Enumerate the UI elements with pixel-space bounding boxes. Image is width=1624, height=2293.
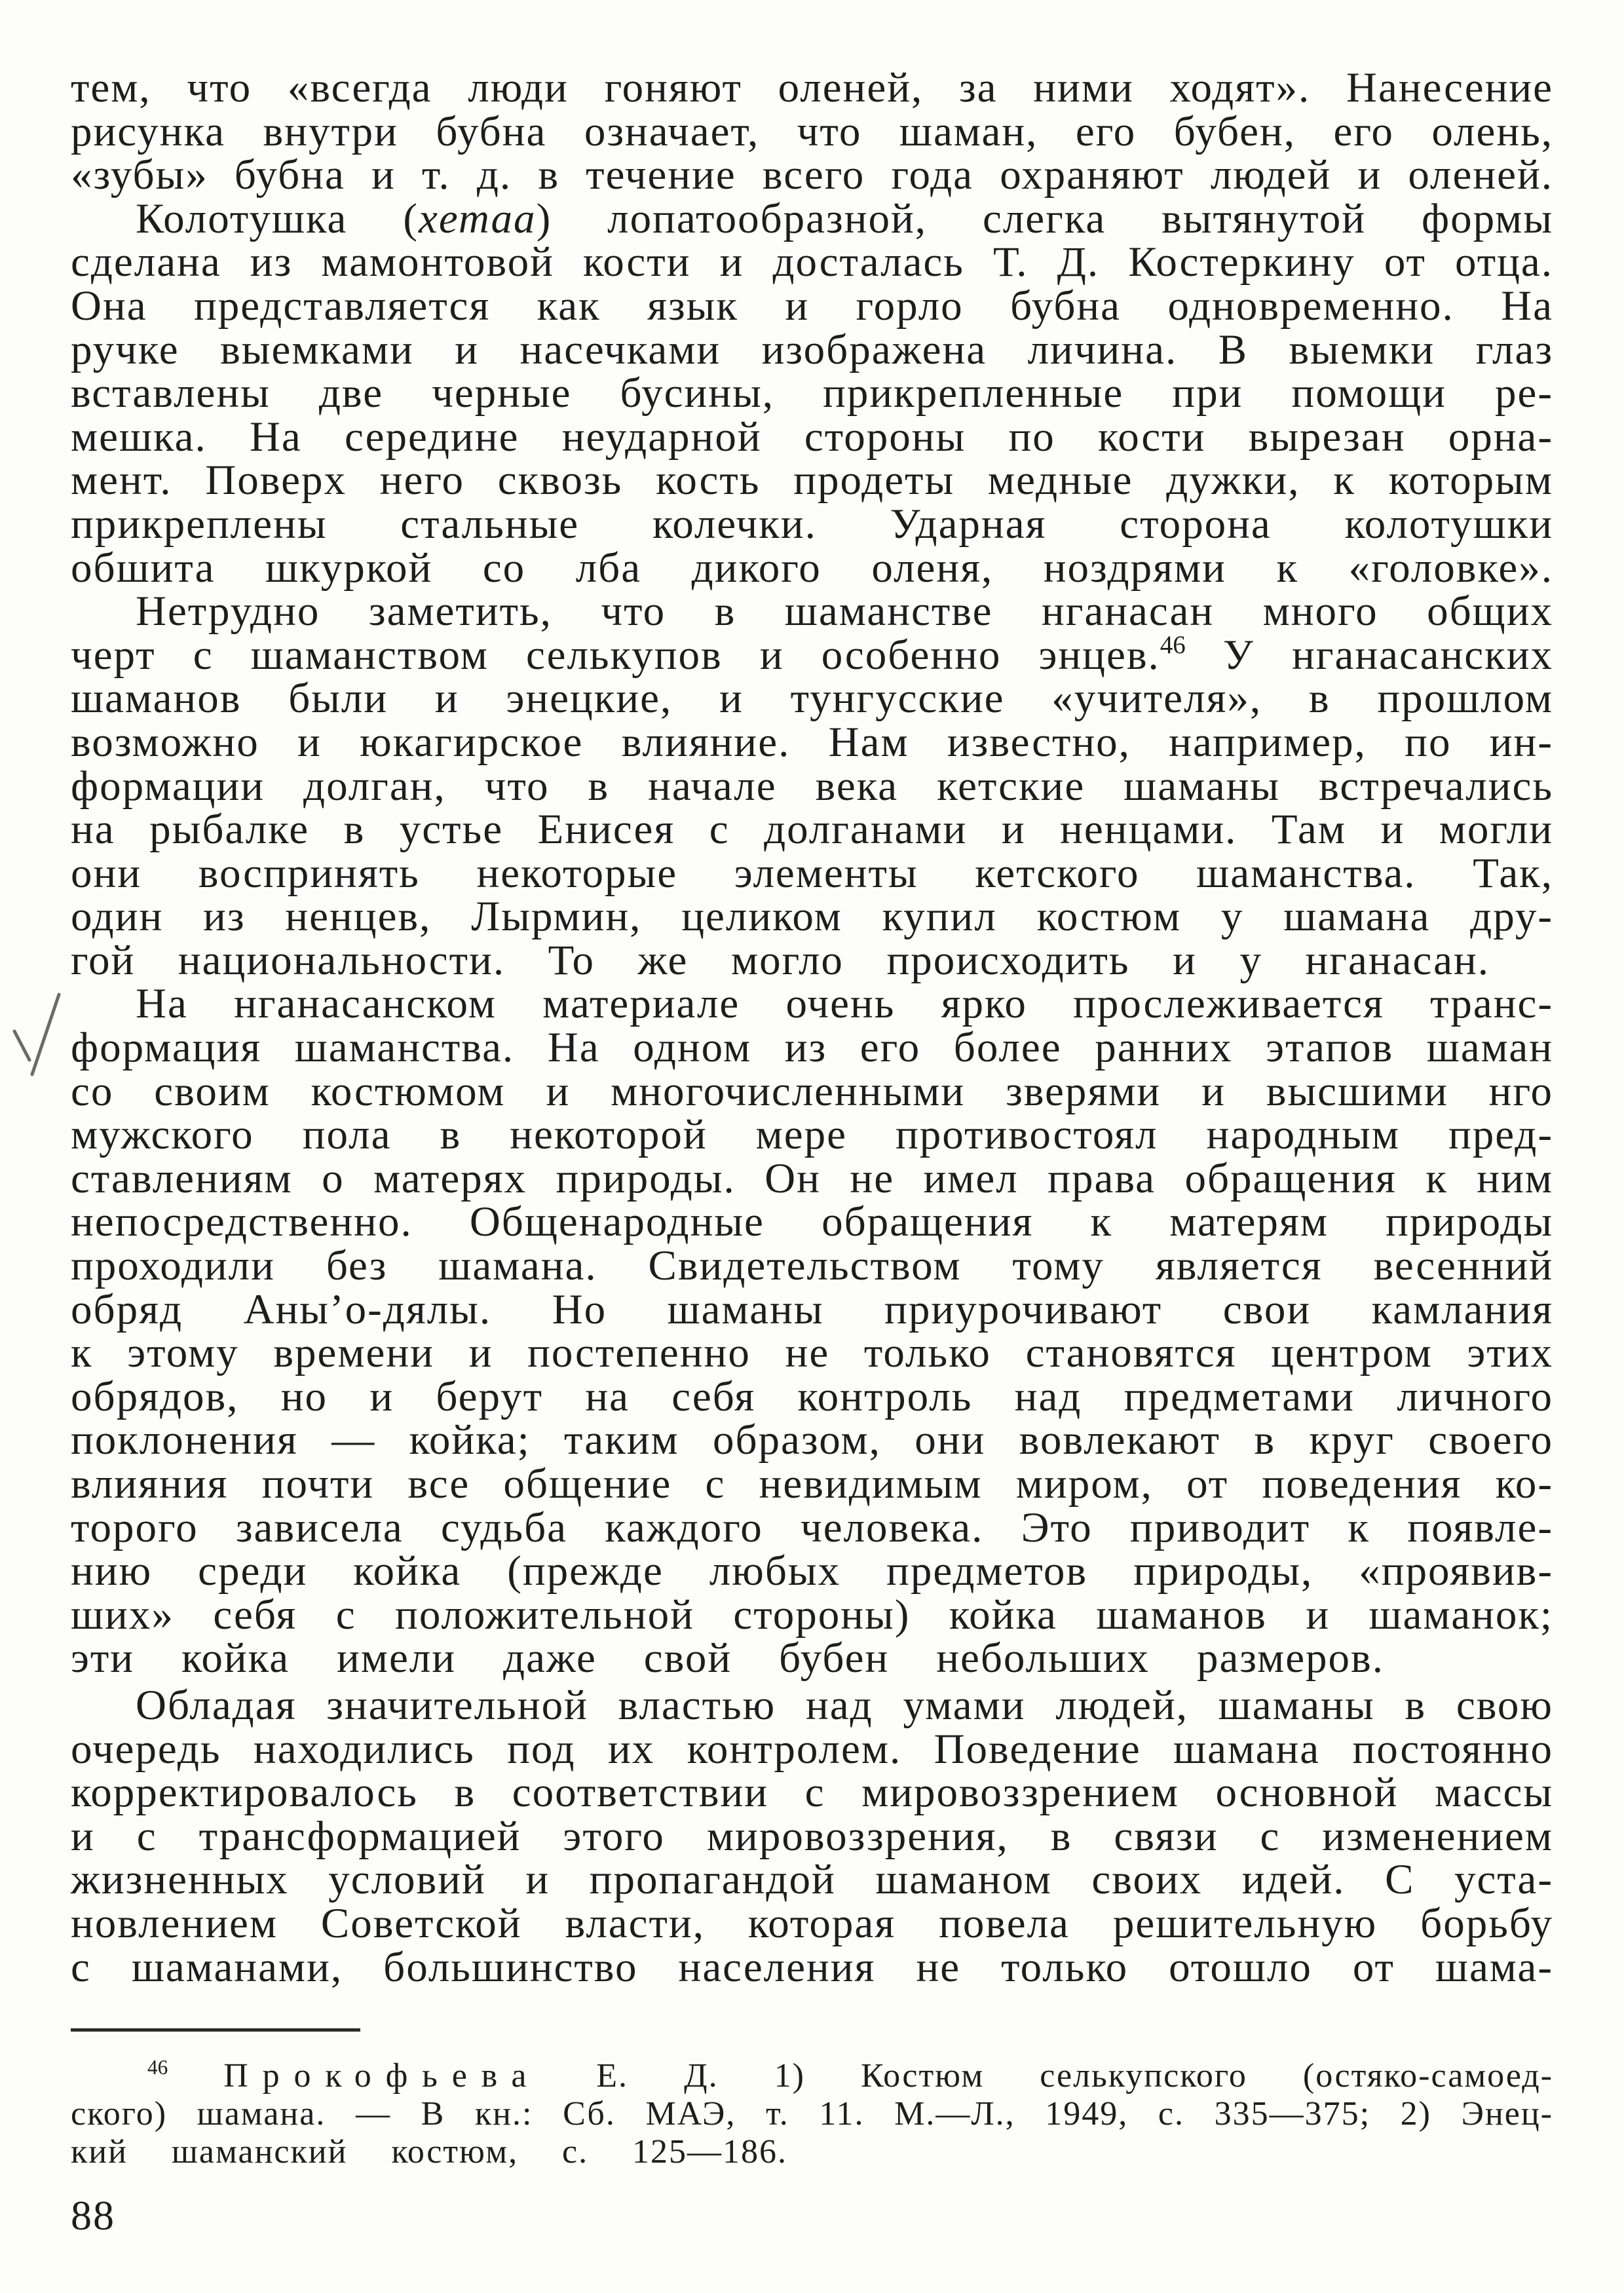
text-line: формации долган, что в начале века кетские шаманы встречались <box>71 762 1553 810</box>
text-line: эти койка имели даже свой бубен небольших размеров. <box>71 1635 1384 1682</box>
text-line: жизненных условий и пропагандой шаманом своих идей. С уста- <box>71 1856 1553 1904</box>
paragraph-4 <box>71 982 1553 1680</box>
text-line: ших» себя с положительной стороны) койка шаманов и шаманок; <box>71 1591 1553 1639</box>
text-line: Нетрудно заметить, что в шаманстве нганасан много общих <box>136 588 1553 635</box>
paragraph-1 <box>71 66 1553 197</box>
text-line: один из ненцев, Лырмин, целиком купил костюм у шамана дру- <box>71 893 1553 941</box>
text-line: новлением Советской власти, которая повела решительную борьбу <box>71 1899 1553 1947</box>
text-line: на рыбалке в устье Енисея с долганами и ненцами. Там и могли <box>71 806 1553 854</box>
text-line: со своим костюмом и многочисленными зверями и высшими нго <box>71 1067 1553 1115</box>
margin-pencil-mark <box>0 983 72 1088</box>
text-line: они воспринять некоторые элементы кетского шаманства. Так, <box>71 849 1553 897</box>
footnote-line: ского) шамана. — В кн.: Сб. МАЭ, т. 11. М.—Л., 1949, с. 335—375; 2) Энец- <box>71 2095 1553 2132</box>
text-line: мешка. На середине неударной стороны по кости вырезан орна- <box>71 413 1553 461</box>
paragraph-2 <box>71 197 1553 590</box>
footnote-number: 46 <box>147 2056 168 2079</box>
footnote-line <box>71 2057 1553 2095</box>
main-text <box>71 66 1553 1989</box>
text-segment: Колотушка ( <box>136 195 419 242</box>
text-line <box>71 631 1553 679</box>
text-line: торого зависела судьба каждого человека. Это приводит к появле- <box>71 1504 1553 1551</box>
text-segment: черт с шаманством селькупов и особенно энцев. <box>71 631 1160 679</box>
text-line: ставлениям о матерях природы. Он не имел права обращения к ним <box>71 1154 1553 1202</box>
text-line: прикреплены стальные колечки. Ударная сторона колотушки <box>71 500 1553 548</box>
text-line: тем, что «всегда люди гоняют оленей, за ними ходят». Нанесение <box>71 64 1553 111</box>
paragraph-3 <box>71 590 1553 982</box>
text-line: «зубы» бубна и т. д. в течение всего года охраняют людей и оленей. <box>71 151 1553 199</box>
text-line: нию среди койка (прежде любых предметов природы, «проявив- <box>71 1547 1553 1595</box>
footnote-divider <box>71 2028 360 2032</box>
text-line: возможно и юкагирское влияние. Нам известно, например, по ин- <box>71 718 1553 766</box>
text-line: очередь находились под их контролем. Поведение шамана постоянно <box>71 1725 1553 1773</box>
text-line: мужского пола в некоторой мере противостоял народным пред- <box>71 1111 1553 1159</box>
text-line: корректировалось в соответствии с мировоззрением основной массы <box>71 1769 1553 1817</box>
text-line: формация шаманства. На одном из его более ранних этапов шаман <box>71 1024 1553 1072</box>
text-line: и с трансформацией этого мировоззрения, в связи с изменением <box>71 1812 1553 1860</box>
text-segment: У нганасанских <box>1185 631 1553 679</box>
text-line: обшита шкуркой со лба дикого оленя, ноздрями к «головке». <box>71 544 1553 592</box>
text-line: непосредственно. Общенародные обращения к матерям природы <box>71 1198 1553 1246</box>
page-number: 88 <box>71 2192 115 2239</box>
text-segment: Е. Д. 1) Костюм селькупского (остяко-самоед- <box>540 2057 1553 2094</box>
text-line <box>71 197 1553 241</box>
text-line: проходили без шамана. Свидетельством тому является весенний <box>71 1242 1553 1290</box>
text-line: с шаманами, большинство населения не только отошло от шама- <box>71 1943 1553 1991</box>
paragraph-5 <box>71 1681 1553 1991</box>
text-line: сделана из мамонтовой кости и досталась Т. Д. Костеркину от отца. <box>71 238 1553 286</box>
footnote-ref: 46 <box>1160 631 1186 660</box>
footnote-line: кий шаманский костюм, с. 125—186. <box>71 2133 787 2170</box>
text-line: рисунка внутри бубна означает, что шаман, его бубен, его олень, <box>71 107 1553 155</box>
text-line: ручке выемками и насечками изображена личина. В выемки глаз <box>71 326 1553 373</box>
text-line: гой национальности. То же могло происходить и у нганасан. <box>71 936 1490 984</box>
footnote-author: Прокофьева <box>223 2057 541 2094</box>
text-line: вставлены две черные бусины, прикрепленные при помощи ре- <box>71 370 1553 417</box>
text-segment: ) лопатообразной, слегка вытянутой формы <box>536 195 1553 242</box>
footnote <box>71 2057 1553 2171</box>
text-line: мент. Поверх него сквозь кость продеты медные дужки, к которым <box>71 457 1553 504</box>
text-line: На нганасанском материале очень ярко прослеживается транс- <box>136 980 1553 1028</box>
text-line: обрядов, но и берут на себя контроль над предметами личного <box>71 1373 1553 1420</box>
text-line: Обладая значительной властью над умами людей, шаманы в свою <box>136 1681 1553 1729</box>
text-line: поклонения — койка; таким образом, они вовлекают в круг своего <box>71 1416 1553 1464</box>
italic-term: хетаа <box>418 195 537 242</box>
text-line: обряд Аны’о-дялы. Но шаманы приурочивают свои камлания <box>71 1285 1553 1333</box>
text-line: шаманов были и энецкие, и тунгусские «учителя», в прошлом <box>71 675 1553 723</box>
text-line: влияния почти все общение с невидимым миром, от поведения ко- <box>71 1460 1553 1507</box>
text-line: Она представляется как язык и горло бубна одновременно. На <box>71 282 1553 330</box>
text-line: к этому времени и постепенно не только становятся центром этих <box>71 1329 1553 1377</box>
